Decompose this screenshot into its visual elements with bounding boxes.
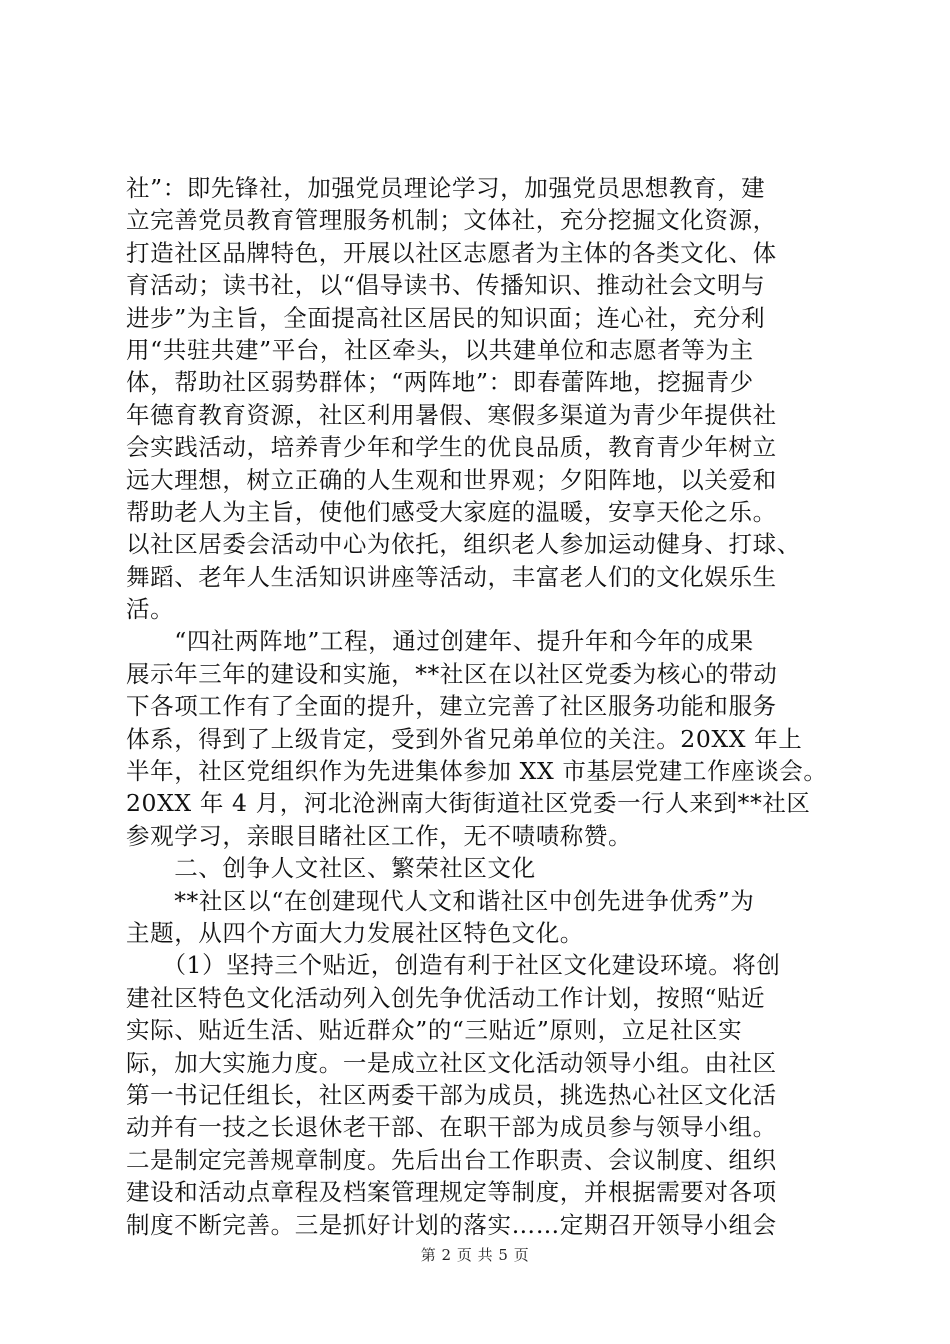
text-line: 进步”为主旨，全面提高社区居民的知识面；连心社，充分利 [126,303,766,332]
text-line: 立完善党员教育管理服务机制；文体社，充分挖掘文化资源， [126,206,777,235]
text-line: 制度不断完善。三是抓好计划的落实……定期召开领导小组会 [126,1210,777,1239]
text-line: 主题，从四个方面大力发展社区特色文化。 [126,918,584,947]
text-line: 二是制定完善规章制度。先后出台工作职责、会议制度、组织 [126,1145,777,1174]
text-line: “四社两阵地”工程，通过创建年、提升年和今年的成果 [126,627,754,656]
text-line: 实际、贴近生活、贴近群众”的“三贴近”原则，立足社区实 [126,1016,743,1045]
section-heading: 二、创争人文社区、繁荣社区文化 [126,854,536,883]
text-line: **社区以“在创建现代人文和谐社区中创先进争优秀”为 [126,886,755,915]
text-line: 20XX 年 4 月，河北沧洲南大街街道社区党委一行人来到**社区 [126,789,811,818]
text-line: 下各项工作有了全面的提升，建立完善了社区服务功能和服务 [126,692,777,721]
text-line: 舞蹈、老年人生活知识讲座等活动，丰富老人们的文化娱乐生 [126,562,777,591]
text-line: 帮助老人为主旨，使他们感受大家庭的温暖，安享天伦之乐。 [126,497,777,526]
text-line: 展示年三年的建设和实施，**社区在以社区党委为核心的带动 [126,659,778,688]
text-line: 体，帮助社区弱势群体；“两阵地”：即春蕾阵地，挖掘青少 [126,368,754,397]
text-line: 以社区居委会活动中心为依托，组织老人参加运动健身、打球、 [126,530,801,559]
text-line: 社”：即先锋社，加强党员理论学习，加强党员思想教育，建 [126,174,766,202]
text-line: 参观学习，亲眼目睹社区工作，无不啧啧称赞。 [126,821,633,850]
text-line: 远大理想，树立正确的人生观和世界观；夕阳阵地，以关爱和 [126,465,777,494]
text-line: 会实践活动，培养青少年和学生的优良品质，教育青少年树立 [126,433,777,462]
text-line: 打造社区品牌特色，开展以社区志愿者为主体的各类文化、体 [126,238,777,267]
text-line: 建社区特色文化活动列入创先争优活动工作计划，按照“贴近 [126,983,766,1012]
text-line: 体系，得到了上级肯定，受到外省兄弟单位的关注。20XX 年上 [126,724,803,753]
document-body [126,172,836,1241]
text-line: 年德育教育资源，社区利用暑假、寒假多渠道为青少年提供社 [126,400,777,429]
page-number-footer: 第 2 页 共 5 页 [420,1246,530,1264]
text-line: 建设和活动点章程及档案管理规定等制度，并根据需要对各项 [126,1178,777,1207]
text-line: 动并有一技之长退休老干部、在职干部为成员参与领导小组。 [126,1113,777,1142]
text-line: 第一书记任组长，社区两委干部为成员，挑选热心社区文化活 [126,1080,777,1109]
text-line: 活。 [126,595,175,624]
text-line: 育活动；读书社，以“倡导读书、传播知识、推动社会文明与 [126,271,766,300]
text-line: 用“共驻共建”平台，社区牵头，以共建单位和志愿者等为主 [126,335,754,364]
text-line: 半年，社区党组织作为先进集体参加 XX 市基层党建工作座谈会。 [126,757,828,786]
text-line: 际，加大实施力度。一是成立社区文化活动领导小组。由社区 [126,1048,777,1077]
text-line: （1）坚持三个贴近，创造有利于社区文化建设环境。将创 [126,951,781,980]
